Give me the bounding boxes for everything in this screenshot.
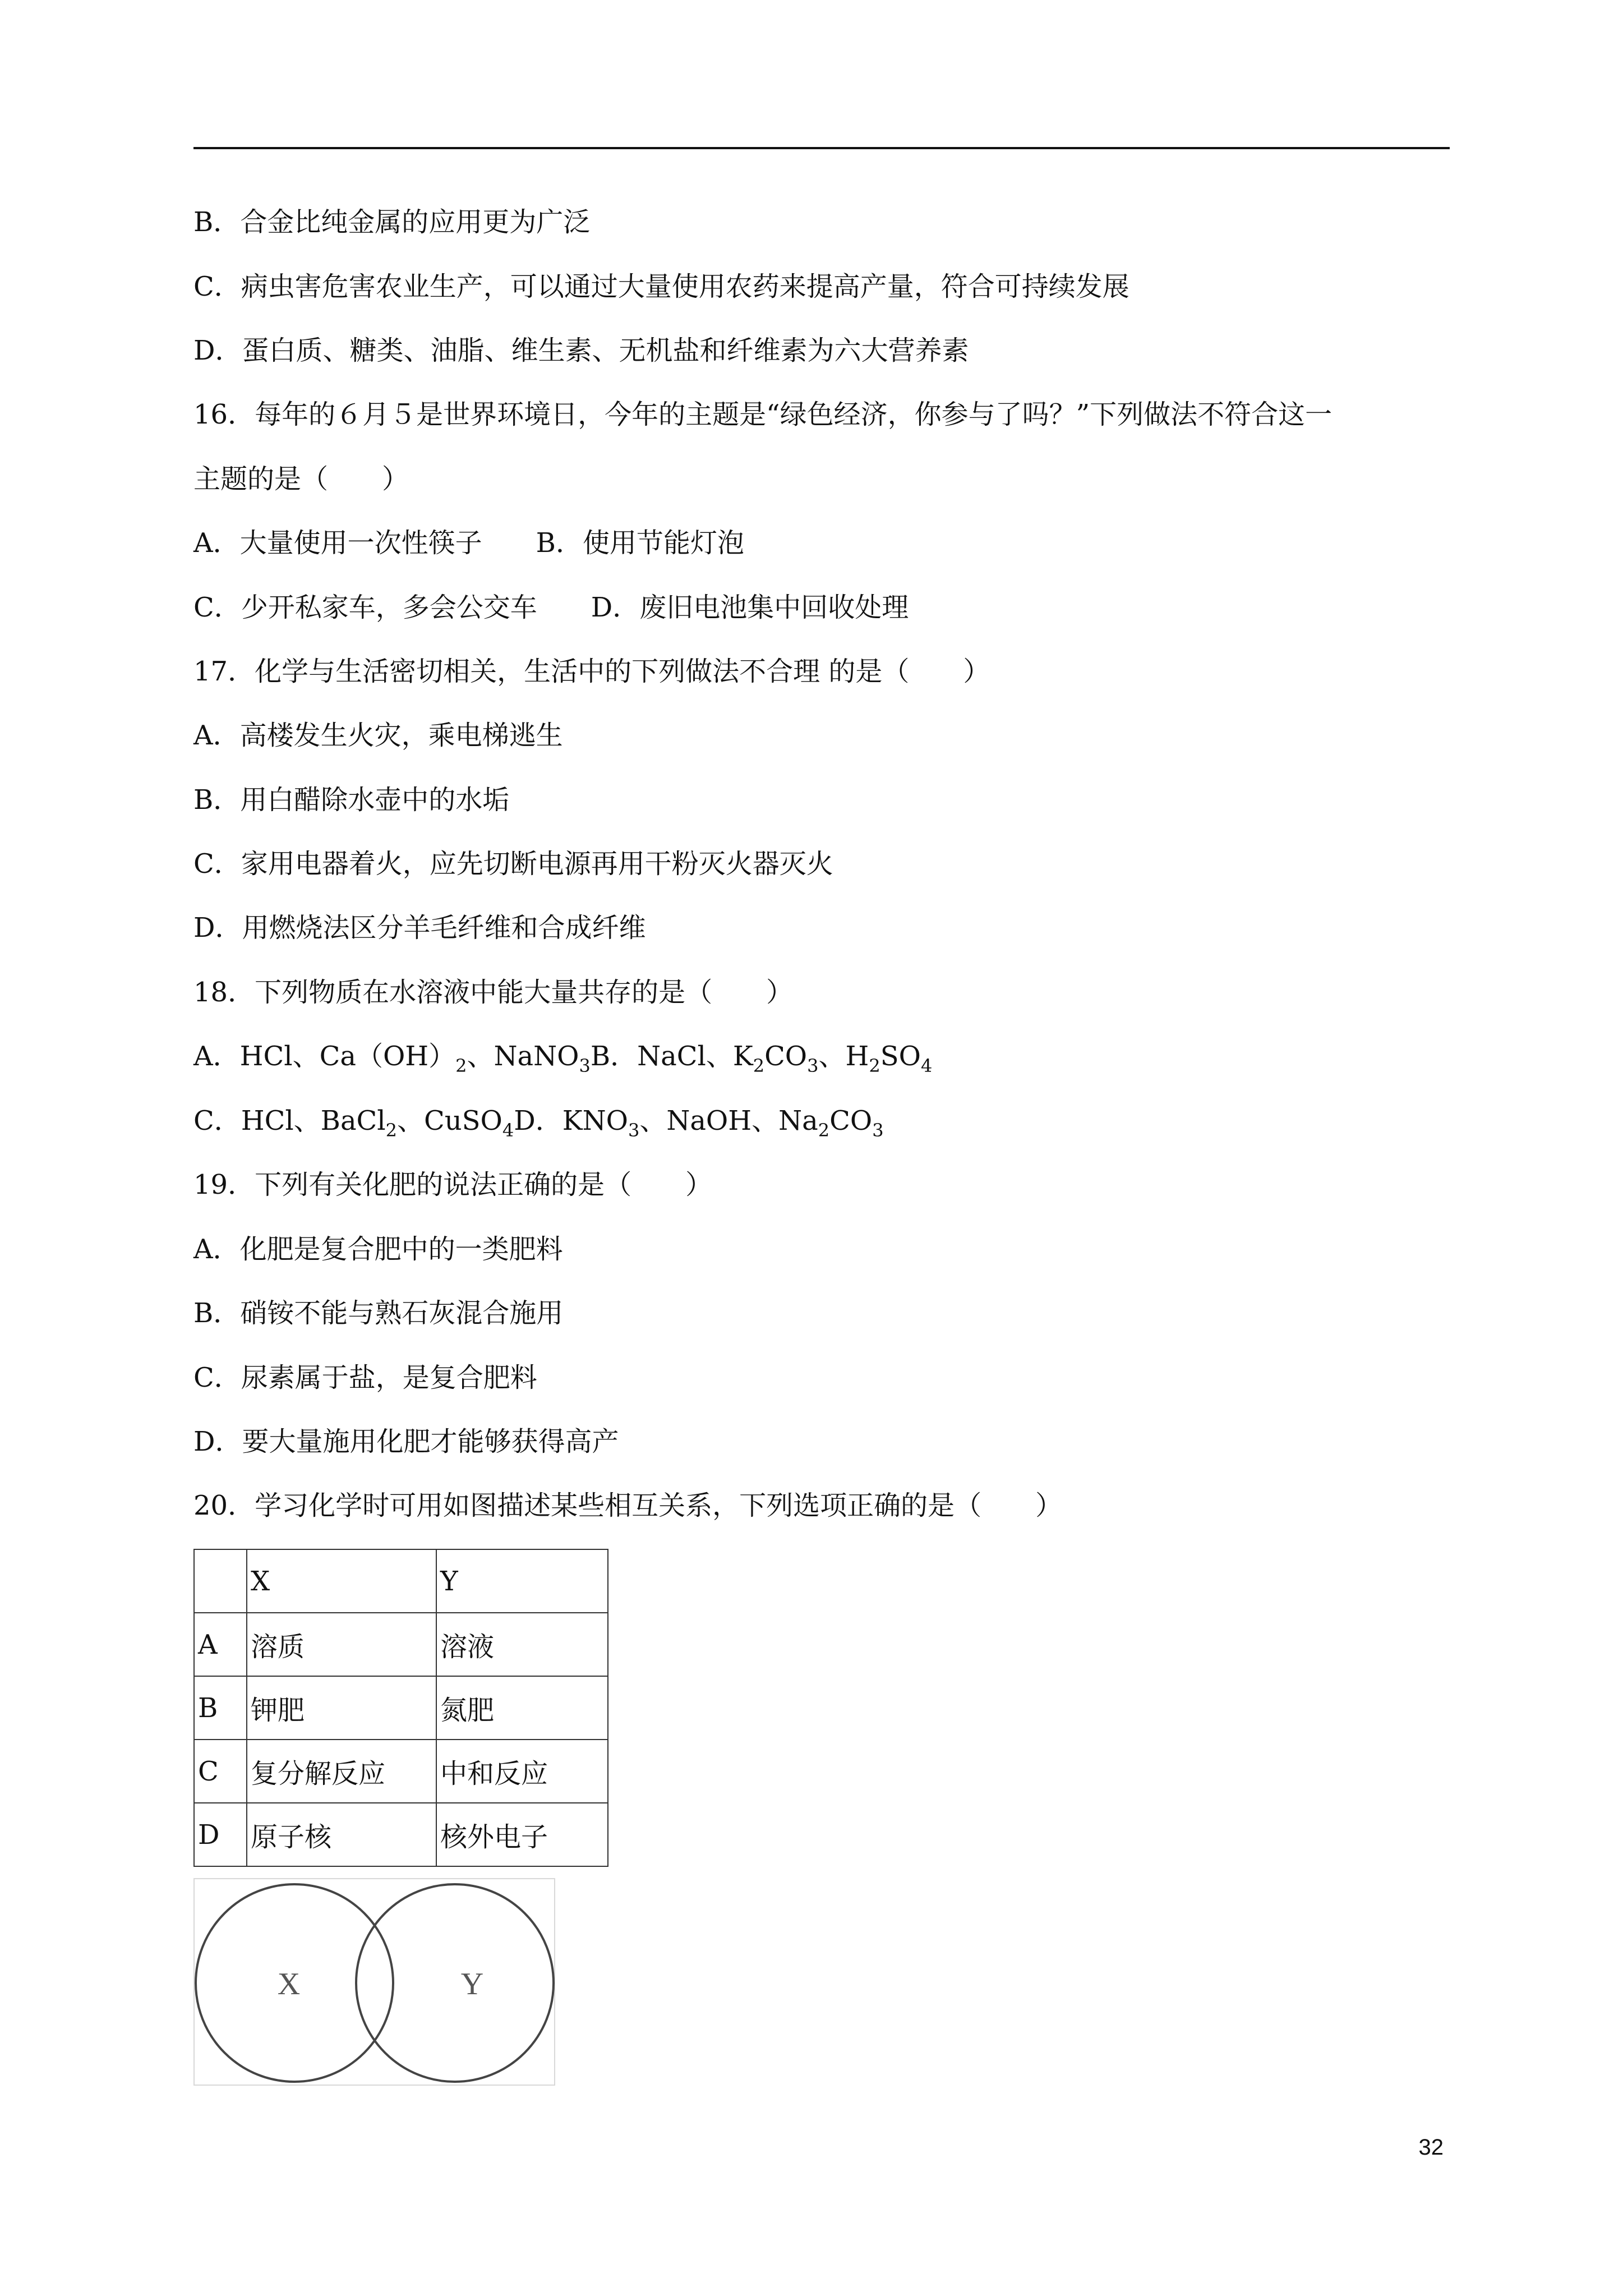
table-cell: 原子核 [247, 1803, 436, 1866]
table-cell: Y [436, 1549, 608, 1613]
q17-stem: 17．化学与生活密切相关，生活中的下列做法不合理 的是（ ） [193, 656, 990, 687]
q16-stem-line2: 主题的是（ ） [193, 463, 409, 495]
venn-frame [194, 1879, 555, 2085]
table-cell: X [247, 1549, 436, 1613]
venn-diagram [193, 1878, 555, 2086]
q18-stem: 18．下列物质在水溶液中能大量共存的是（ ） [193, 977, 794, 1008]
table-cell: 溶质 [247, 1613, 436, 1676]
table-cell: 钾肥 [247, 1676, 436, 1740]
table-cell: D [194, 1803, 247, 1866]
table-row [194, 1613, 608, 1676]
table-header-row [194, 1549, 608, 1613]
venn-circle-y [356, 1884, 554, 2082]
q17-option-a: A．高楼发生火灾，乘电梯逃生 [193, 720, 563, 751]
table-cell: C [194, 1740, 247, 1803]
table-cell: A [194, 1613, 247, 1676]
q17-option-b: B．用白醋除水壶中的水垢 [193, 784, 510, 816]
table-row [194, 1803, 608, 1866]
q16-options-ab: A．大量使用一次性筷子 B．使用节能灯泡 [193, 527, 744, 559]
q19-option-d: D．要大量施用化肥才能够获得高产 [193, 1426, 619, 1457]
q17-option-d: D．用燃烧法区分羊毛纤维和合成纤维 [193, 912, 646, 944]
q20-table [193, 1549, 608, 1867]
table-cell: 溶液 [436, 1613, 608, 1676]
q19-option-b: B．硝铵不能与熟石灰混合施用 [193, 1297, 564, 1329]
q19-option-a: A．化肥是复合肥中的一类肥料 [193, 1234, 563, 1265]
venn-label-y: Y [460, 1967, 484, 2001]
q19-stem: 19．下列有关化肥的说法正确的是（ ） [193, 1169, 713, 1200]
table-cell: 复分解反应 [247, 1740, 436, 1803]
venn-label-x: X [277, 1967, 301, 2001]
q19-option-c: C．尿素属于盐，是复合肥料 [193, 1362, 537, 1393]
q18-options-ab: A．HCl、$Ca(OH)_2$、NaNO$_3$B．NaCl、$K_2CO_3$、$H_2SO_4$ [193, 1041, 933, 1076]
table-cell: 核外电子 [436, 1803, 608, 1866]
table-cell: 中和反应 [436, 1740, 608, 1803]
table-row [194, 1676, 608, 1740]
table-cell: 氮肥 [436, 1676, 608, 1740]
q17-option-c: C．家用电器着火，应先切断电源再用干粉灭火器灭火 [193, 848, 833, 880]
table-row [194, 1740, 608, 1803]
header-rule [193, 147, 1450, 149]
q16-options-cd: C．少开私家车，多会公交车 D．废旧电池集中回收处理 [193, 592, 909, 623]
table-cell [194, 1549, 247, 1613]
q18-options-cd: C．HCl、BaCl$_2$、CuSO$_4$D．$KNO_3$、NaOH、$Na_2CO_3$ [193, 1105, 884, 1141]
q15-option-c: C．病虫害危害农业生产，可以通过大量使用农药来提高产量，符合可持续发展 [193, 271, 1129, 302]
page-number: 32 [1418, 2135, 1444, 2160]
q15-option-b: B．合金比纯金属的应用更为广泛 [193, 206, 591, 238]
q15-option-d: D．蛋白质、糖类、油脂、维生素、无机盐和纤维素为六大营养素 [193, 335, 969, 366]
table-cell: B [194, 1676, 247, 1740]
q16-stem-line1: 16．每年的６月５是世界环境日，今年的主题是“绿色经济，你参与了吗？”下列做法不符合这一 [193, 399, 1332, 430]
q20-stem: 20．学习化学时可用如图描述某些相互关系，下列选项正确的是（ ） [193, 1490, 1063, 1521]
